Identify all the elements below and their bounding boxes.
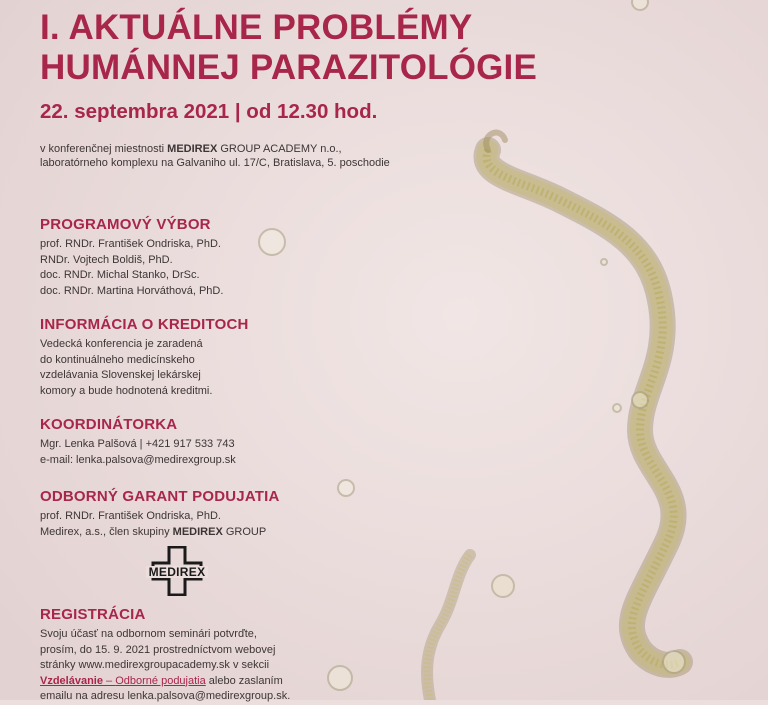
venue-prefix: v konferenčnej miestnosti bbox=[40, 143, 168, 155]
credits-line: do kontinuálneho medicínskeho bbox=[40, 353, 195, 366]
venue-line-2: laboratórneho komplexu na Galvaniho ul. 17/C, Bratislava, 5. poschodie bbox=[40, 157, 390, 169]
credits-line: vzdelávania Slovenskej lekárskej bbox=[40, 369, 201, 381]
guarantor-org-suffix: GROUP bbox=[222, 525, 267, 538]
coordinator-section bbox=[40, 416, 370, 468]
vzdelavanie-link[interactable]: Vzdelávanie bbox=[40, 674, 103, 687]
registration-line: emailu na adresu lenka.palsova@medirexgroup.sk. bbox=[40, 690, 291, 702]
medirex-logo bbox=[146, 546, 208, 596]
guarantor-name: prof. RNDr. František Ondriska, PhD. bbox=[40, 510, 221, 522]
registration-heading: REGISTRÁCIA bbox=[40, 606, 146, 623]
guarantor-section bbox=[40, 488, 370, 540]
guarantor-org-brand: MEDIREX bbox=[172, 525, 223, 538]
guarantor-organization bbox=[40, 525, 370, 541]
venue-text bbox=[40, 142, 460, 170]
title-line-2: HUMÁNNEJ PARAZITOLÓGIE bbox=[40, 48, 538, 87]
committee-member: prof. RNDr. František Ondriska, PhD. bbox=[40, 238, 221, 250]
program-committee-heading: PROGRAMOVÝ VÝBOR bbox=[40, 216, 211, 233]
registration-line: prosím, do 15. 9. 2021 prostredníctvom webovej bbox=[40, 643, 276, 656]
program-committee-section bbox=[40, 216, 370, 299]
registration-links-line bbox=[40, 674, 370, 690]
registration-line-suffix: alebo zaslaním bbox=[205, 674, 283, 687]
guarantor-org-prefix: Medirex, a.s., člen skupiny bbox=[40, 525, 173, 538]
registration-section bbox=[40, 606, 370, 705]
committee-member: doc. RNDr. Michal Stanko, DrSc. bbox=[40, 269, 200, 281]
medirex-logo-text: MEDIREX bbox=[146, 566, 208, 578]
credits-heading: INFORMÁCIA O KREDITOCH bbox=[40, 316, 249, 333]
credits-line: Vedecká konferencia je zaradená bbox=[40, 338, 203, 350]
title-line-1: I. AKTUÁLNE PROBLÉMY bbox=[40, 8, 473, 47]
committee-member: doc. RNDr. Martina Horváthová, PhD. bbox=[40, 284, 224, 297]
credits-line: komory a bude hodnotená kreditmi. bbox=[40, 384, 213, 397]
venue-suffix: GROUP ACADEMY n.o., bbox=[217, 143, 342, 155]
coordinator-email: e-mail: lenka.palsova@medirexgroup.sk bbox=[40, 453, 236, 466]
registration-line: Svoju účasť na odbornom seminári potvrďte, bbox=[40, 628, 257, 640]
odborne-podujatia-link[interactable]: Odborné podujatia bbox=[115, 674, 206, 687]
link-separator: – bbox=[102, 674, 116, 687]
page-title bbox=[40, 8, 537, 88]
event-date: 22. septembra 2021 | od 12.30 hod. bbox=[40, 100, 378, 123]
coordinator-contact: Mgr. Lenka Palšová | +421 917 533 743 bbox=[40, 438, 235, 450]
coordinator-heading: KOORDINÁTORKA bbox=[40, 416, 178, 433]
committee-member: RNDr. Vojtech Boldiš, PhD. bbox=[40, 253, 173, 266]
venue-brand: MEDIREX bbox=[167, 143, 218, 155]
registration-line: stránky www.medirexgroupacademy.sk v sekcii bbox=[40, 659, 270, 671]
guarantor-heading: ODBORNÝ GARANT PODUJATIA bbox=[40, 488, 280, 505]
credits-section bbox=[40, 316, 370, 399]
